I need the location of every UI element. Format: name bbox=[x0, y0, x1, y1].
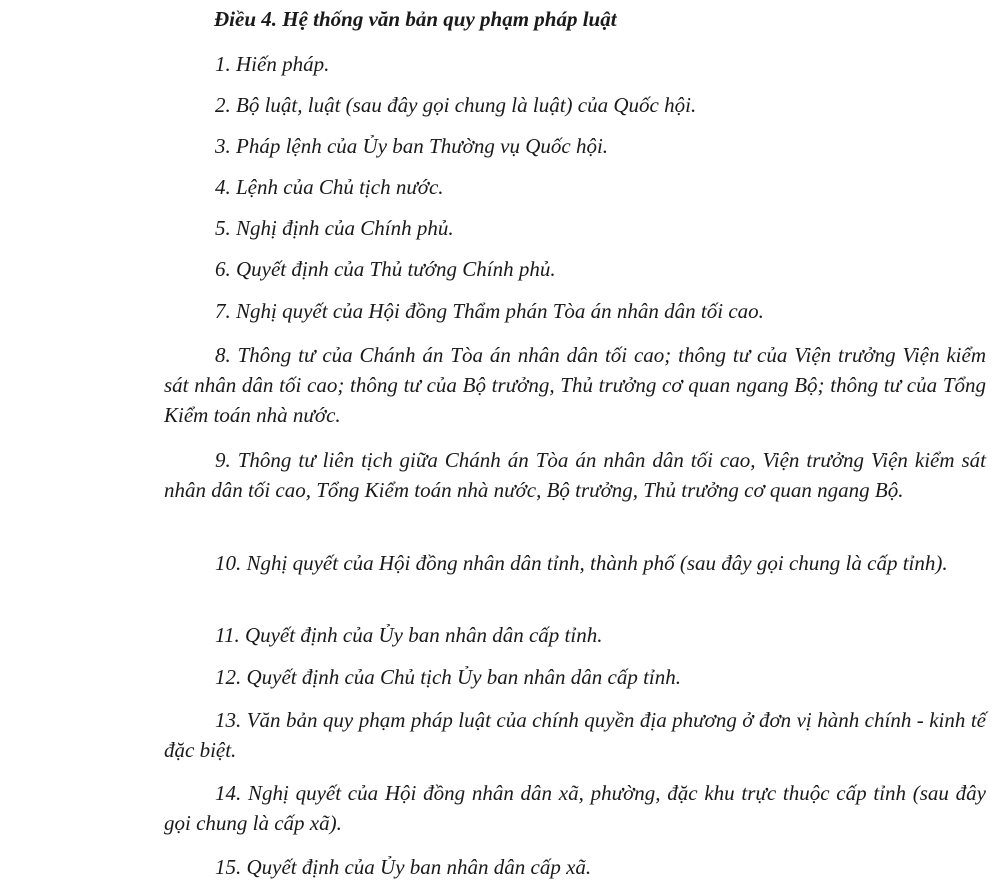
list-item: 6. Quyết định của Thủ tướng Chính phủ. bbox=[215, 257, 556, 281]
list-item: 12. Quyết định của Chủ tịch Ủy ban nhân dân cấp tỉnh. bbox=[215, 665, 682, 689]
list-item: 1. Hiến pháp. bbox=[215, 52, 330, 76]
list-item: 7. Nghị quyết của Hội đồng Thẩm phán Tòa án nhân dân tối cao. bbox=[215, 299, 764, 323]
list-item: 9. Thông tư liên tịch giữa Chánh án Tòa án nhân dân tối cao, Viện trưởng Viện kiểm sát nhân dân tối cao, Tổng Kiểm toán nhà nước, Bộ trưởng, Thủ trưởng cơ quan ngang Bộ. bbox=[164, 448, 986, 502]
article-heading: Điều 4. Hệ thống văn bản quy phạm pháp luật bbox=[214, 7, 617, 31]
list-item: 14. Nghị quyết của Hội đồng nhân dân xã, phường, đặc khu trực thuộc cấp tỉnh (sau đây gọi chung là cấp xã). bbox=[164, 781, 986, 835]
list-item: 10. Nghị quyết của Hội đồng nhân dân tỉnh, thành phố (sau đây gọi chung là cấp tỉnh). bbox=[215, 551, 948, 575]
list-item: 13. Văn bản quy phạm pháp luật của chính quyền địa phương ở đơn vị hành chính - kinh tế đặc biệt. bbox=[164, 708, 986, 762]
list-item: 4. Lệnh của Chủ tịch nước. bbox=[215, 175, 444, 199]
list-item: 3. Pháp lệnh của Ủy ban Thường vụ Quốc hội. bbox=[215, 134, 609, 158]
list-item: 5. Nghị định của Chính phủ. bbox=[215, 216, 454, 240]
list-item: 11. Quyết định của Ủy ban nhân dân cấp tỉnh. bbox=[215, 623, 603, 647]
list-item: 15. Quyết định của Ủy ban nhân dân cấp xã. bbox=[215, 855, 592, 879]
list-item: 2. Bộ luật, luật (sau đây gọi chung là luật) của Quốc hội. bbox=[215, 93, 697, 117]
list-item: 8. Thông tư của Chánh án Tòa án nhân dân tối cao; thông tư của Viện trưởng Viện kiểm sát nhân dân tối cao; thông tư của Bộ trưởng, Thủ trưởng cơ quan ngang Bộ; thông tư của Tổng Kiểm toán nhà nước. bbox=[164, 343, 986, 427]
